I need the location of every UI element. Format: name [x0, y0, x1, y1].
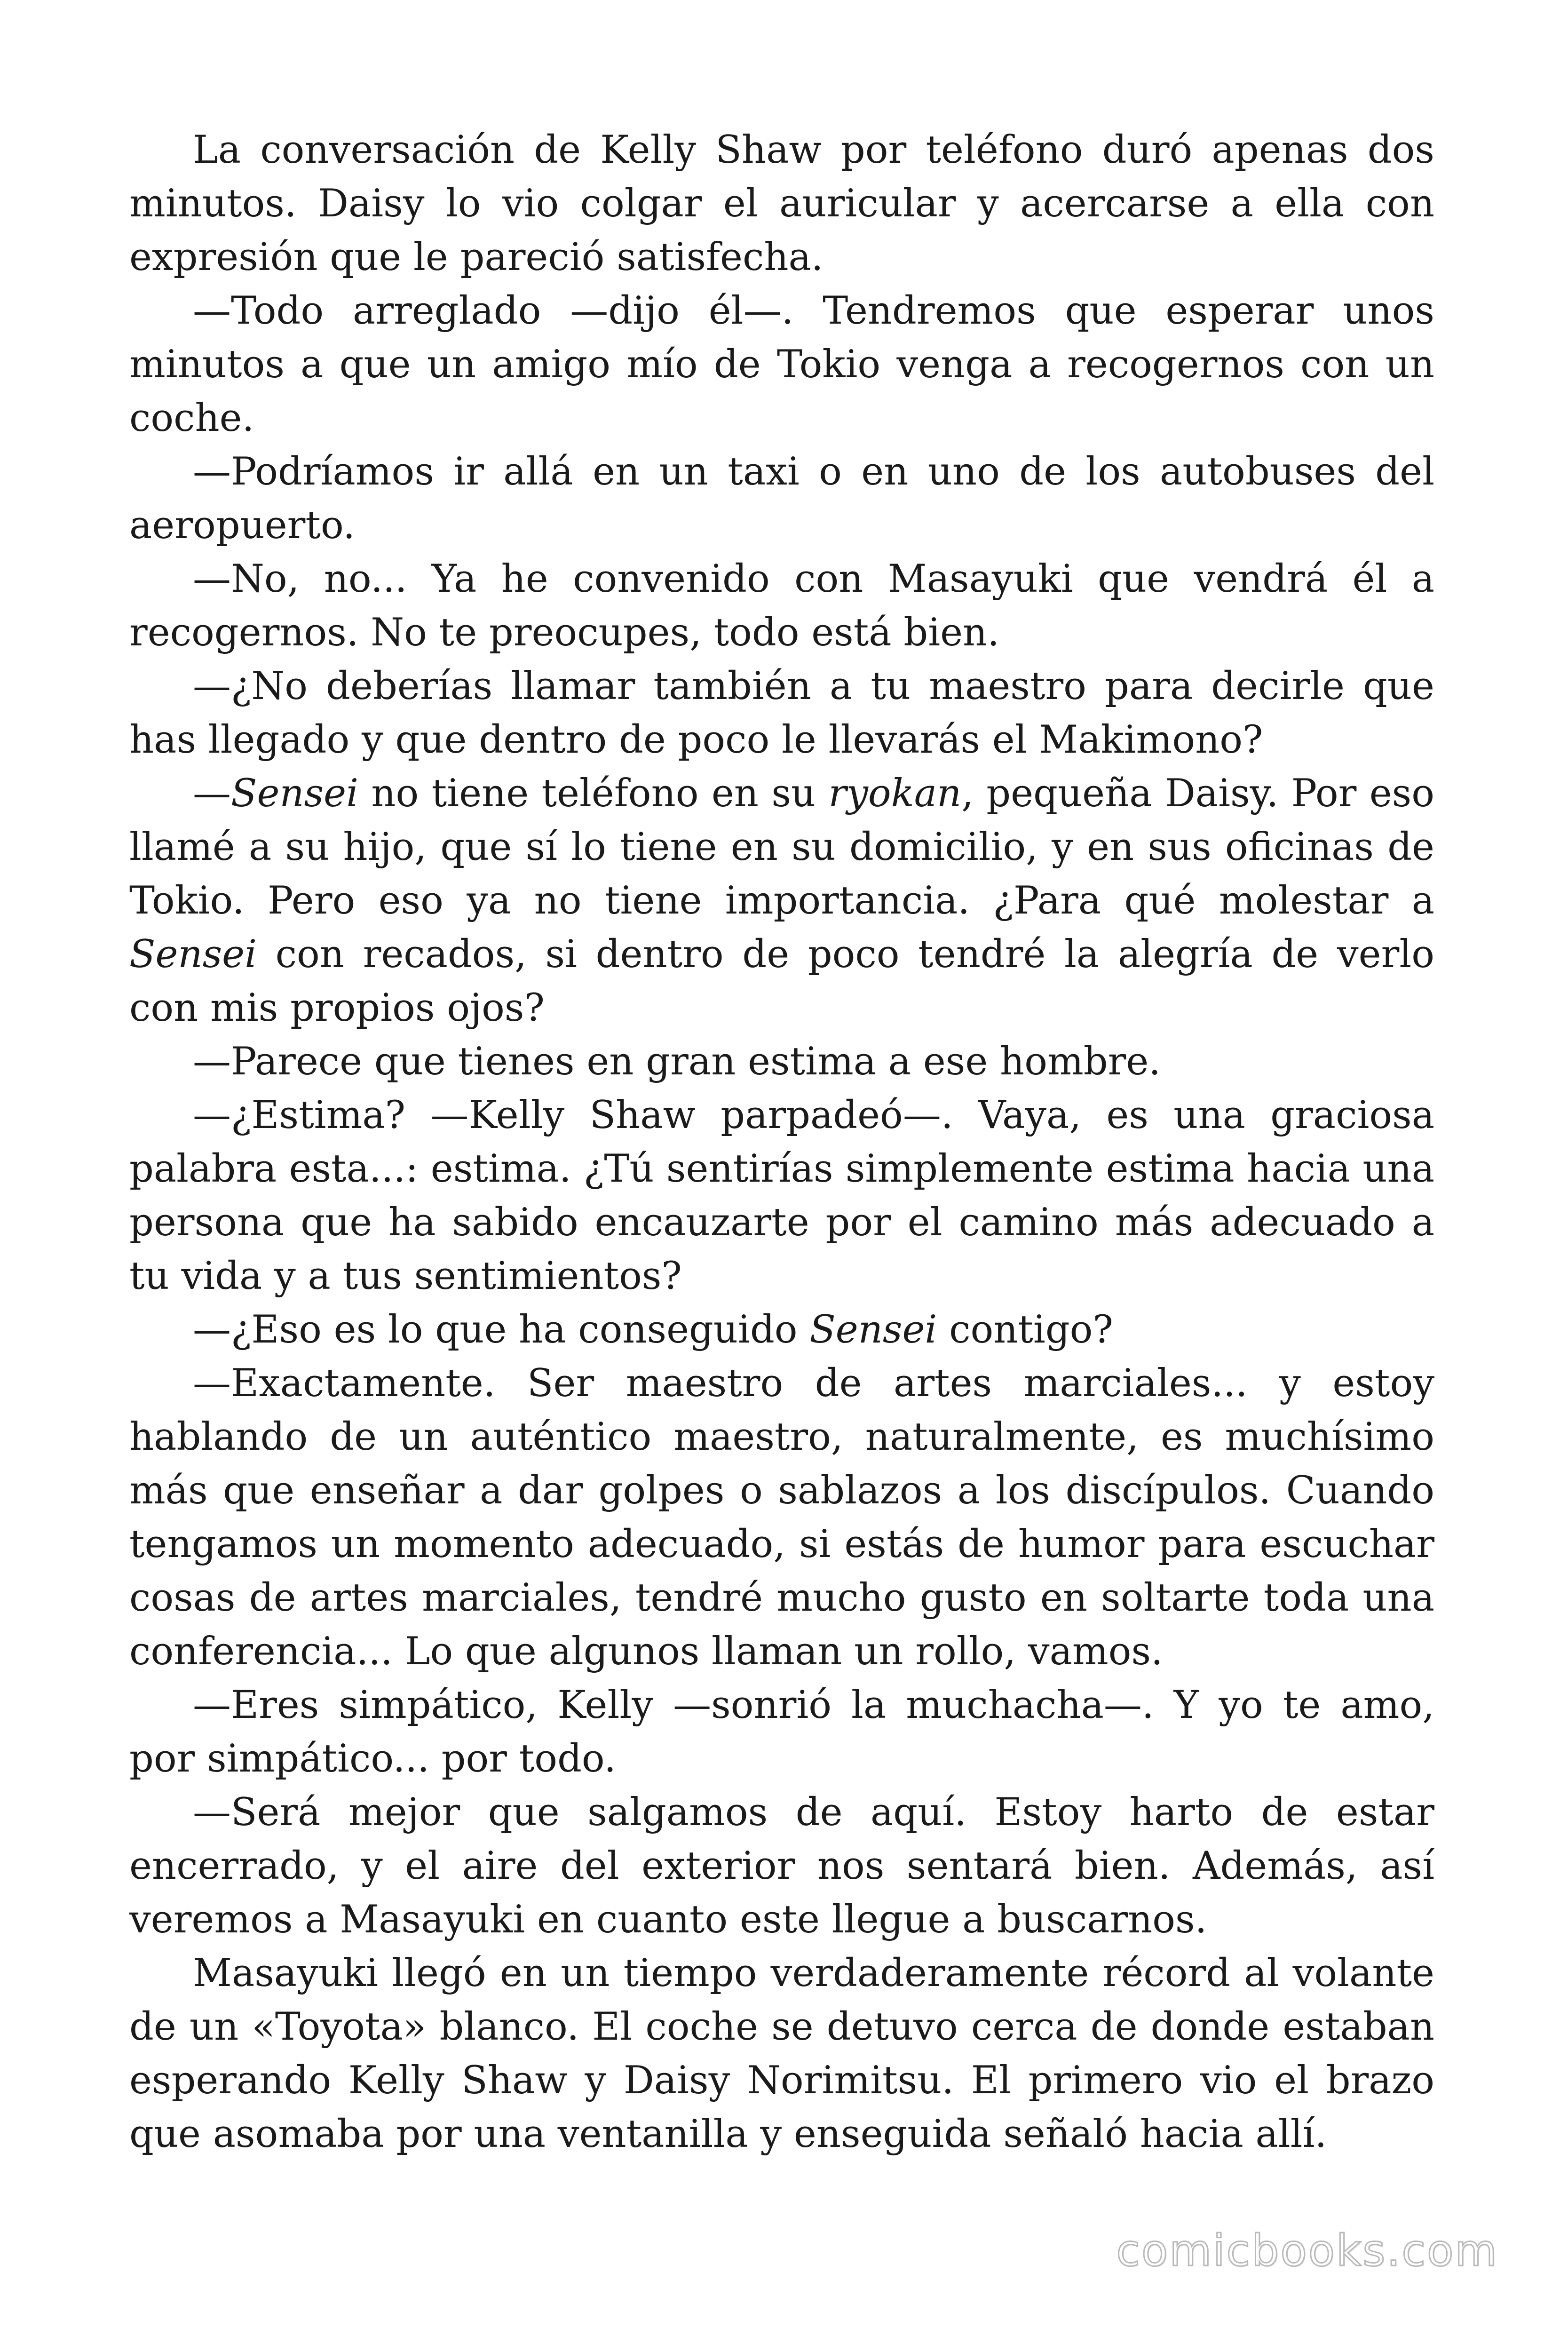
italic-term: Sensei — [129, 932, 257, 977]
paragraph — [129, 445, 1434, 552]
text-run: , pequeña Daisy. Por eso llamé a su hijo, que sí lo tiene en su domicilio, y en sus oficinas de Tokio. Pero eso ya no tiene importancia. ¿Para qué molestar a — [129, 771, 1434, 923]
text-run: — — [193, 771, 231, 816]
paragraph — [129, 1357, 1434, 1678]
text-run: —Podríamos ir allá en un taxi o en uno de los autobuses del aeropuerto. — [129, 450, 1434, 548]
text-run: —Eres simpático, Kelly —sonrió la muchacha—. Y yo te amo, por simpático... por todo. — [129, 1683, 1434, 1781]
text-run: —Exactamente. Ser maestro de artes marciales... y estoy hablando de un auténtico maestro, naturalmente, es muchísimo más que enseñar a dar golpes o sablazos a los discípulos. Cuando tengamos un momento adecuado, si estás de humor para escuchar cosas de artes marciales, tendré mucho gusto en soltarte toda una conferencia... Lo que algunos llaman un rollo, vamos. — [129, 1361, 1434, 1674]
paragraph — [129, 552, 1434, 660]
text-run: —Parece que tienes en gran estima a ese hombre. — [193, 1040, 1161, 1084]
paragraph — [129, 767, 1434, 1035]
text-run: —Será mejor que salgamos de aquí. Estoy harto de estar encerrado, y el aire del exterior nos sentará bien. Además, así veremos a Masayuki en cuanto este llegue a buscarnos. — [129, 1790, 1434, 1942]
italic-term: Sensei — [231, 771, 359, 816]
paragraph — [129, 1678, 1434, 1786]
text-run: contigo? — [937, 1308, 1113, 1352]
text-run: —¿Estima? —Kelly Shaw parpadeó—. Vaya, es una graciosa palabra esta...: estima. ¿Tú sentirías simplemente estima hacia una persona que ha sabido encauzarte por el camino más adecuado a tu vida y a tus sentimientos? — [129, 1093, 1434, 1298]
text-run: —¿Eso es lo que ha conseguido — [193, 1308, 810, 1352]
text-run: no tiene teléfono en su — [358, 771, 829, 816]
paragraph — [129, 660, 1434, 767]
paragraph — [129, 1089, 1434, 1303]
paragraph — [129, 1947, 1434, 2161]
book-page-text — [129, 123, 1434, 2161]
italic-term: Sensei — [809, 1308, 937, 1352]
text-run: con recados, si dentro de poco tendré la alegría de verlo con mis propios ojos? — [129, 932, 1434, 1030]
text-run: —Todo arreglado —dijo él—. Tendremos que esperar unos minutos a que un amigo mío de Tokio venga a recogernos con un coche. — [129, 289, 1434, 440]
italic-term: ryokan — [828, 771, 962, 816]
paragraph — [129, 1786, 1434, 1947]
text-run: La conversación de Kelly Shaw por teléfono duró apenas dos minutos. Daisy lo vio colgar el auricular y acercarse a ella con expresión que le pareció satisfecha. — [129, 128, 1434, 279]
paragraph — [129, 1035, 1434, 1089]
text-run: Masayuki llegó en un tiempo verdaderamente récord al volante de un «Toyota» blanco. El coche se detuvo cerca de donde estaban esperando Kelly Shaw y Daisy Norimitsu. El primero vio el brazo que asomaba por una ventanilla y enseguida señaló hacia allí. — [129, 1951, 1434, 2156]
paragraph — [129, 1303, 1434, 1357]
paragraph — [129, 284, 1434, 445]
text-run: —No, no... Ya he convenido con Masayuki que vendrá él a recogernos. No te preocupes, todo está bien. — [129, 557, 1434, 655]
paragraph — [129, 123, 1434, 284]
text-run: —¿No deberías llamar también a tu maestro para decirle que has llegado y que dentro de poco le llevarás el Makimono? — [129, 664, 1434, 762]
site-watermark: comicbooks.com — [1116, 2225, 1498, 2276]
